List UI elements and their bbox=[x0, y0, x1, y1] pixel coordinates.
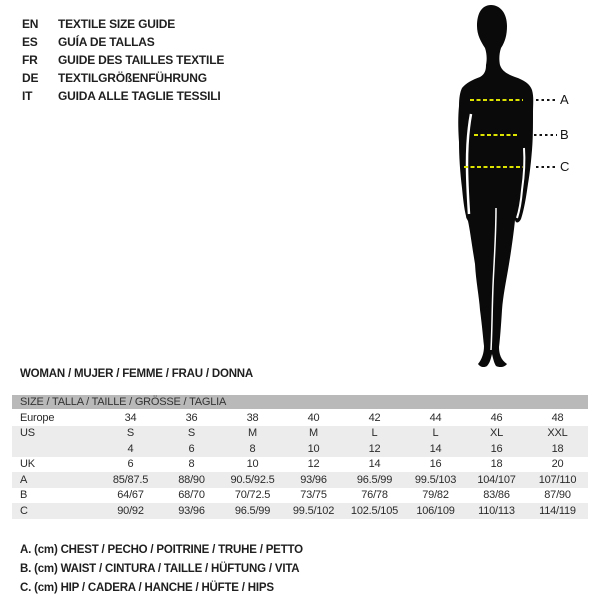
table-cell: 34 bbox=[124, 411, 137, 424]
guide-title: GUIDE DES TAILLES TEXTILE bbox=[58, 53, 225, 67]
table-cell: 38 bbox=[246, 411, 259, 424]
table-cell: 46 bbox=[490, 411, 503, 424]
table-cell: 18 bbox=[490, 458, 503, 471]
table-cell: 4 bbox=[127, 442, 134, 455]
table-cell: 104/107 bbox=[477, 473, 516, 486]
section-title-woman: WOMAN / MUJER / FEMME / FRAU / DONNA bbox=[20, 368, 254, 380]
table-cell: 6 bbox=[188, 442, 195, 455]
table-cell: 10 bbox=[246, 458, 259, 471]
woman-silhouette-figure bbox=[435, 0, 600, 375]
table-cell: 10 bbox=[307, 442, 320, 455]
table-row-hip-c bbox=[12, 503, 588, 519]
legend-chest: A. (cm) CHEST / PECHO / POITRINE / TRUHE / PETTO bbox=[20, 544, 303, 556]
waist-measure-dash-callout bbox=[534, 134, 557, 136]
table-cell: 102.5/105 bbox=[350, 504, 399, 517]
table-cell: 68/70 bbox=[178, 489, 205, 502]
language-row bbox=[22, 51, 224, 69]
chest-measure-dash-callout bbox=[536, 99, 557, 101]
guide-title: GUIDA ALLE TAGLIE TESSILI bbox=[58, 89, 221, 103]
language-row bbox=[22, 15, 224, 33]
guide-title: GUÍA DE TALLAS bbox=[58, 35, 155, 49]
table-cell: 79/82 bbox=[422, 489, 449, 502]
table-cell: 14 bbox=[429, 442, 442, 455]
table-cell: 99.5/102 bbox=[292, 504, 335, 517]
table-cell: 96.5/99 bbox=[234, 504, 271, 517]
guide-title: TEXTILE SIZE GUIDE bbox=[58, 17, 176, 31]
table-cell: 36 bbox=[185, 411, 198, 424]
waist-measure-dash-on-body bbox=[474, 134, 518, 136]
legend-waist: B. (cm) WAIST / CINTURA / TAILLE / HÜFTUNG / VITA bbox=[20, 563, 300, 575]
table-cell: M bbox=[248, 427, 257, 440]
table-cell: 73/75 bbox=[300, 489, 327, 502]
legend-hip: C. (cm) HIP / CADERA / HANCHE / HÜFTE / HIPS bbox=[20, 582, 274, 594]
language-row bbox=[22, 87, 224, 105]
language-code: IT bbox=[22, 89, 33, 103]
table-row-waist-b bbox=[12, 488, 588, 504]
row-label: US bbox=[20, 427, 35, 440]
table-cell: 83/86 bbox=[483, 489, 510, 502]
table-row-europe bbox=[12, 410, 588, 426]
table-cell: L bbox=[371, 427, 378, 440]
hip-marker-label: C bbox=[560, 159, 570, 174]
row-label: Europe bbox=[20, 411, 55, 424]
table-cell: 114/119 bbox=[539, 504, 576, 517]
table-cell: 90.5/92.5 bbox=[230, 473, 275, 486]
table-cell: 88/90 bbox=[178, 473, 205, 486]
row-label: UK bbox=[20, 458, 35, 471]
language-code: EN bbox=[22, 17, 39, 31]
table-row-uk bbox=[12, 457, 588, 473]
table-cell: 110/113 bbox=[478, 504, 515, 517]
table-row-us-numbers bbox=[12, 441, 588, 457]
table-cell: L bbox=[432, 427, 439, 440]
table-cell: 8 bbox=[188, 458, 195, 471]
table-row-us-letters bbox=[12, 426, 588, 442]
table-cell: 96.5/99 bbox=[356, 473, 393, 486]
waist-marker-label: B bbox=[560, 127, 569, 142]
table-cell: 85/87.5 bbox=[112, 473, 149, 486]
table-cell: XXL bbox=[547, 427, 568, 440]
table-cell: 48 bbox=[551, 411, 564, 424]
table-cell: 18 bbox=[551, 442, 564, 455]
table-cell: 99.5/103 bbox=[414, 473, 457, 486]
woman-silhouette-icon bbox=[435, 0, 600, 375]
guide-title: TEXTILGRÖßENFÜHRUNG bbox=[58, 71, 207, 85]
table-cell: 12 bbox=[307, 458, 320, 471]
table-cell: 70/72.5 bbox=[234, 489, 271, 502]
table-cell: 12 bbox=[368, 442, 381, 455]
language-code: ES bbox=[22, 35, 38, 49]
language-code: DE bbox=[22, 71, 39, 85]
table-cell: M bbox=[309, 427, 318, 440]
chest-marker-label: A bbox=[560, 92, 569, 107]
hip-measure-dash-callout bbox=[536, 166, 557, 168]
size-table bbox=[12, 395, 588, 519]
table-cell: 16 bbox=[490, 442, 503, 455]
row-label: C bbox=[20, 504, 28, 517]
hip-measure-dash-on-body bbox=[464, 166, 523, 168]
language-row bbox=[22, 69, 224, 87]
table-cell: 20 bbox=[551, 458, 564, 471]
table-cell: 93/96 bbox=[300, 473, 327, 486]
language-title-block bbox=[22, 15, 224, 105]
table-cell: S bbox=[126, 427, 135, 440]
table-cell: 87/90 bbox=[544, 489, 571, 502]
table-cell: 40 bbox=[307, 411, 320, 424]
table-cell: 42 bbox=[368, 411, 381, 424]
table-row-chest-a bbox=[12, 472, 588, 488]
table-cell: 107/110 bbox=[538, 473, 577, 486]
measurement-legend bbox=[20, 544, 303, 600]
table-cell: 6 bbox=[127, 458, 134, 471]
table-cell: S bbox=[187, 427, 196, 440]
table-cell: 64/67 bbox=[117, 489, 144, 502]
table-cell: 93/96 bbox=[178, 504, 205, 517]
chest-measure-dash-on-body bbox=[470, 99, 523, 101]
table-cell: 106/109 bbox=[416, 504, 455, 517]
language-row bbox=[22, 33, 224, 51]
table-cell: XL bbox=[489, 427, 504, 440]
table-cell: 90/92 bbox=[117, 504, 144, 517]
size-table-header: SIZE / TALLA / TAILLE / GRÖSSE / TAGLIA bbox=[12, 395, 588, 409]
row-label: A bbox=[20, 473, 28, 486]
row-label: B bbox=[20, 489, 28, 502]
table-cell: 16 bbox=[429, 458, 442, 471]
table-cell: 14 bbox=[368, 458, 381, 471]
table-cell: 76/78 bbox=[361, 489, 388, 502]
table-cell: 44 bbox=[429, 411, 442, 424]
table-cell: 8 bbox=[249, 442, 256, 455]
language-code: FR bbox=[22, 53, 38, 67]
